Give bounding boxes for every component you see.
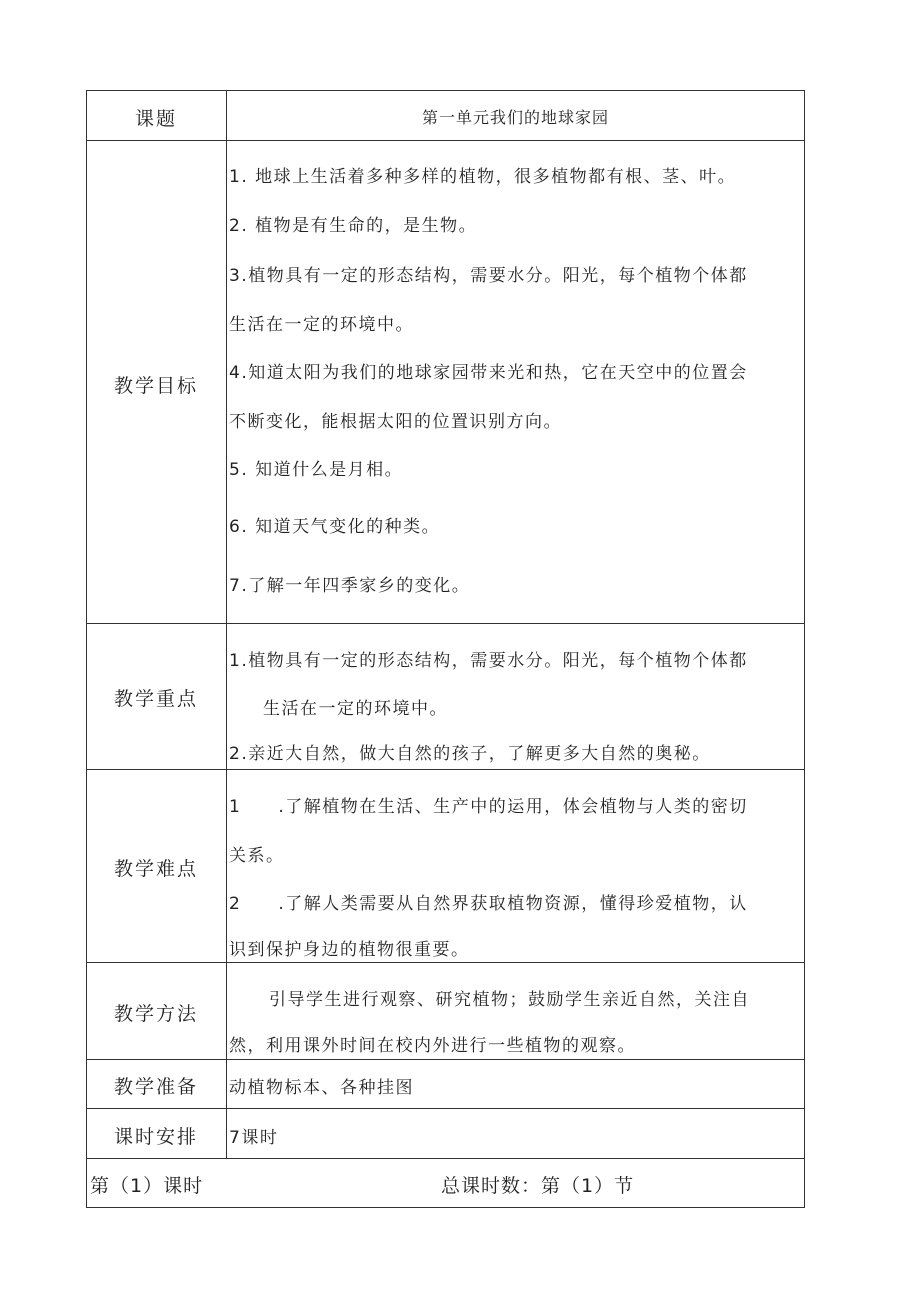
key-points-content xyxy=(229,624,799,770)
objectives-content xyxy=(229,141,799,624)
objective-line: 6. 知道天气变化的种类。 xyxy=(229,517,441,537)
objective-line: 5. 知道什么是月相。 xyxy=(229,460,404,480)
lesson-number: 第（1）课时 xyxy=(90,1175,204,1197)
objective-line: 1. 地球上生活着多种多样的植物，很多植物都有根、茎、叶。 xyxy=(229,167,737,187)
table-row-key-points xyxy=(86,623,805,769)
difficulty-line: 1 .了解植物在生活、生产中的运用，体会植物与人类的密切 xyxy=(229,797,748,817)
column-divider xyxy=(226,141,227,624)
objectives-label: 教学目标 xyxy=(113,375,198,397)
key-point-line: 生活在一定的环境中。 xyxy=(263,699,448,719)
difficulty-line: 关系。 xyxy=(229,846,285,866)
table-row-methods xyxy=(86,962,805,1059)
difficulty-line: 2 .了解人类需要从自然界获取植物资源，懂得珍爱植物，认 xyxy=(229,894,748,914)
lesson-title: 第一单元我们的地球家园 xyxy=(421,108,609,127)
table-row-objectives xyxy=(86,140,805,623)
key-point-line: 2.亲近大自然，做大自然的孩子，了解更多大自然的奥秘。 xyxy=(229,744,711,764)
preparation-value: 动植物标本、各种挂图 xyxy=(229,1078,414,1098)
objective-line: 2. 植物是有生命的，是生物。 xyxy=(229,216,478,236)
objective-line: 4.知道太阳为我们的地球家园带来光和热，它在天空中的位置会 xyxy=(229,363,748,383)
table-row-schedule xyxy=(86,1108,805,1158)
preparation-label: 教学准备 xyxy=(113,1076,198,1098)
table-row-footer xyxy=(86,1158,805,1208)
method-line: 然，利用课外时间在校内外进行一些植物的观察。 xyxy=(229,1036,636,1056)
objective-line: 3.植物具有一定的形态结构，需要水分。阳光，每个植物个体都 xyxy=(229,266,748,286)
schedule-value: 7课时 xyxy=(229,1128,279,1148)
objective-line: 生活在一定的环境中。 xyxy=(229,315,414,335)
key-point-line: 1.植物具有一定的形态结构，需要水分。阳光，每个植物个体都 xyxy=(229,651,748,671)
table-row-difficulties xyxy=(86,769,805,962)
lesson-plan-table xyxy=(86,90,805,1208)
column-divider xyxy=(226,1109,227,1159)
title-label: 课题 xyxy=(134,108,177,130)
methods-content xyxy=(229,963,799,1060)
difficulties-label: 教学难点 xyxy=(113,858,198,880)
column-divider xyxy=(226,963,227,1060)
column-divider xyxy=(226,624,227,770)
objective-line: 不断变化，能根据太阳的位置识别方向。 xyxy=(229,412,562,432)
column-divider xyxy=(226,1060,227,1109)
total-lesson-count: 总课时数：第（1）节 xyxy=(441,1175,635,1197)
column-divider xyxy=(226,770,227,963)
difficulties-content xyxy=(229,770,799,963)
schedule-label: 课时安排 xyxy=(113,1126,198,1148)
difficulty-line: 识到保护身边的植物很重要。 xyxy=(229,940,470,960)
table-row-title xyxy=(86,90,805,140)
method-line: 引导学生进行观察、研究植物；鼓励学生亲近自然，关注自 xyxy=(269,990,750,1010)
methods-label: 教学方法 xyxy=(113,1003,198,1025)
table-row-preparation xyxy=(86,1059,805,1108)
objective-line: 7.了解一年四季家乡的变化。 xyxy=(229,576,471,596)
key-points-label: 教学重点 xyxy=(113,688,198,710)
